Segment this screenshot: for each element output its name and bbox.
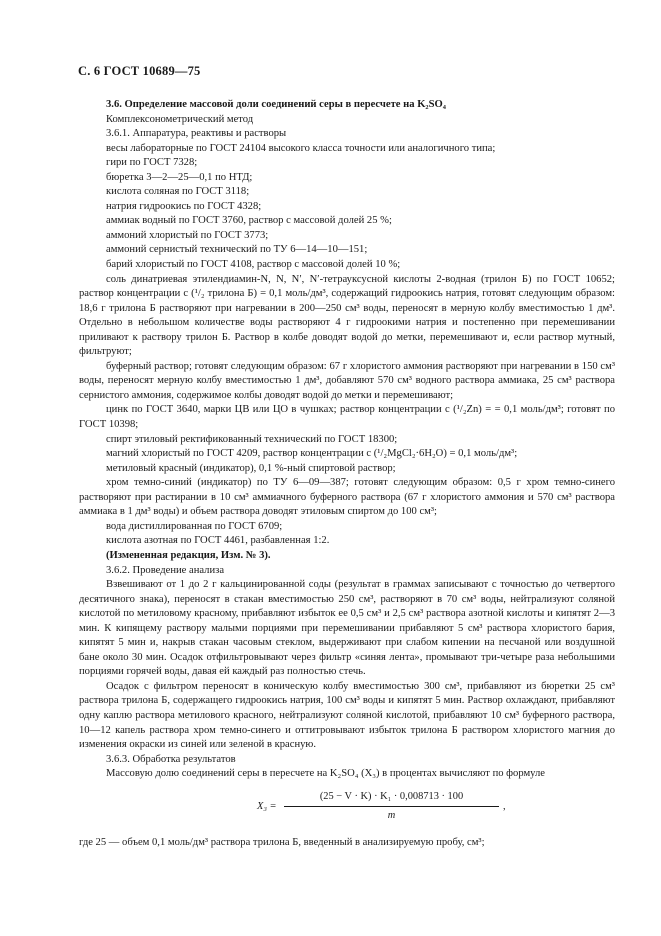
paragraph: Массовую долю соединений серы в пересчете на K₂SO₄ (X₃) в процентах вычисляют по формуле [106,768,545,780]
subsection-heading: 3.6.1. Аппаратура, реактивы и растворы [106,128,287,140]
list-item: аммиак водный по ГОСТ 3760, раствор с массовой долей 25 %; [106,215,392,227]
formula-denominator: m [387,810,396,822]
paragraph: Осадок с фильтром переносят в коническую колбу вместимостью 300 см³, прибавляют из бюретки 25 см³ раствора трилона Б, содержащего гидроокись натрия, 100 см³ воды и кипятят 5 мин. Раствор охлаждают, прибавляют одну каплю раствора метилового красного, нейтрализуют соляной кислотой, прибавляют 10 см³ буферного раствора, 10—12 капель раствора хром темно-синего и оттитровывают избыток трилона Б раствором хлористого магния до изменения окраски из синей или зеленой в красную. [79,680,615,751]
formula-fraction [284,790,499,824]
list-item: бюретка 3—2—25—0,1 по НТД; [106,171,253,183]
list-item: аммоний хлористый по ГОСТ 3773; [106,229,269,241]
list-item: соль динатриевая этилендиамин-N, N, N′, N′-тетрауксусной кислоты 2-водная (трилон Б) по ГОСТ 10652; раствор концентрации c (¹/₂ трилона Б) = 0,1 моль/дм³, содержащий гидроокись натрия, готовят следующим образом: 18,6 г трилона Б растворяют при нагревании в 200—250 см³ воды, переносят в мерную колбу вместимостью 1 дм³. Отдельно в небольшом количестве воды растворяют 4 г гидроокими натрия и постепенно при перемешивании приливают к раствору трилон Б. Раствор в колбе доводят водой до метки, перемешивают и, если раствор мутный, фильтруют; [79,273,615,358]
list-item: вода дистиллированная по ГОСТ 6709; [106,520,283,532]
list-item: гири по ГОСТ 7328; [106,157,198,169]
subsection-heading: 3.6.2. Проведение анализа [106,564,225,576]
amendment-note: (Измененная редакция, Изм. № 3). [106,549,271,561]
list-item: буферный раствор; готовят следующим образом: 67 г хлористого аммония растворяют при нагревании в 150 см³ воды, переносят мерную колбу вместимостью 1 дм³, добавляют 570 см³ водного раствора аммиака, 25 см³ раствора сернистого аммония, содержимое колбы доводят водой до метки и перемешивают; [79,360,615,401]
list-item: весы лабораторные по ГОСТ 24104 высокого класса точности или аналогичного типа; [106,142,496,154]
list-item: барий хлористый по ГОСТ 4108, раствор с массовой долей 10 %; [106,259,401,271]
page-header: С. 6 ГОСТ 10689—75 [78,64,201,78]
subsection-heading: 3.6.3. Обработка результатов [106,753,236,765]
list-item: хром темно-синий (индикатор) по ТУ 6—09—387; готовят следующим образом: 0,5 г хром темно-синего растворяют при растирании в 10 см³ аммиачного буферного раствора (67 г хлористого аммония и 570 см³ раствора аммиака в 1 дм³ воды) и объем раствора доводят этиловым спиртом до 100 см³; [79,477,615,518]
list-item: магний хлористый по ГОСТ 4209, раствор концентрации c (¹/₂MgCl₂·6H₂O) = 0,1 моль/дм³; [106,448,518,460]
list-item: кислота азотная по ГОСТ 4461, разбавленная 1:2. [106,535,330,547]
paragraph: где 25 — объем 0,1 моль/дм³ раствора трилона Б, введенный в анализируемую пробу, см³; [79,836,485,848]
list-item: натрия гидроокись по ГОСТ 4328; [106,200,262,212]
formula-tail: , [503,800,506,812]
document-body [79,98,615,850]
list-item: аммоний сернистый технический по ТУ 6—14—10—151; [106,244,368,256]
paragraph: Комплексонометрический метод [106,113,254,125]
list-item: спирт этиловый ректификованный технический по ГОСТ 18300; [106,433,398,445]
list-item: цинк по ГОСТ 3640, марки ЦВ или ЦО в чушках; раствор концентрации c (¹/₂Zn) = = 0,1 моль/дм³; готовят по ГОСТ 10398; [79,404,615,431]
formula-numerator: (25 − V · K) · K₁ · 0,008713 · 100 [284,790,499,808]
section-title: 3.6. Определение массовой доли соединений серы в пересчете на K₂SO₄ [106,99,446,110]
list-item: метиловый красный (индикатор), 0,1 %-ный спиртовой раствор; [106,462,396,474]
paragraph: Взвешивают от 1 до 2 г кальцинированной соды (результат в граммах записывают с точностью до четвертого десятичного знака), переносят в стакан вместимостью 250 см³, растворяют в 70 см³ воды, нейтрализуют соляной кислотой по метиловому красному, прибавляют избыток ее 0,5 см³ и 2,5 см³ раствора азотной кислоты и кипятят 2—3 мин. К кипящему раствору малыми порциями при перемешивании прибавляют 5 см³ раствора хлористого бария, кипятят 5 мин и, накрыв стакан часовым стеклом, выдерживают при слабом кипении на песчаной или воздушной бане около 30 мин. Осадок отфильтровывают через фильтр «синяя лента», промывают три-четыре раза небольшими порциями горячей воды, давая ей каждый раз полностью стечь. [79,579,615,678]
formula [79,790,615,826]
formula-lhs: X₃ = [257,800,277,812]
list-item: кислота соляная по ГОСТ 3118; [106,186,250,198]
